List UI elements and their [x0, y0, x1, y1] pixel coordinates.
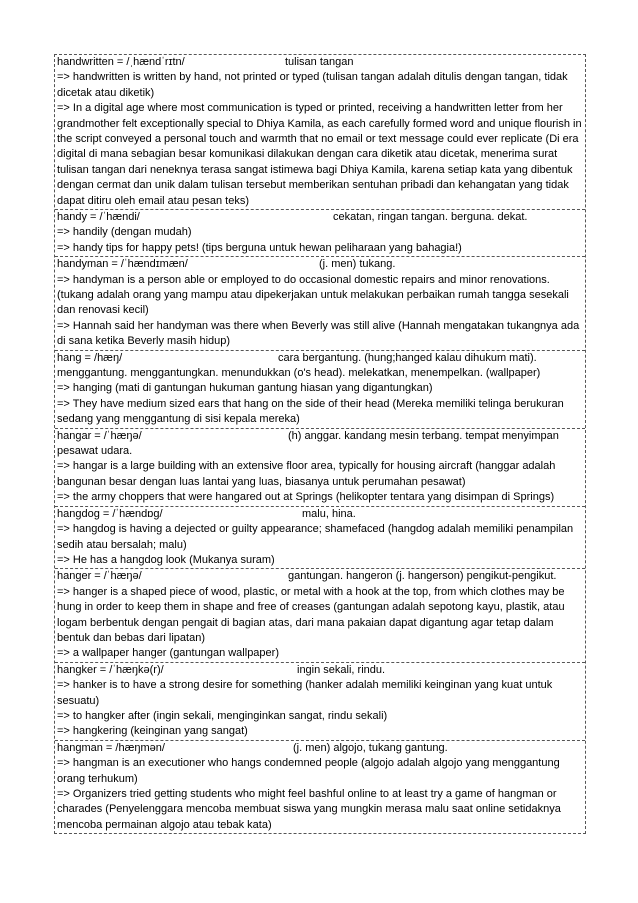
entry-term: hangker = /ˈhæŋkə(r)/ — [57, 663, 164, 676]
entry-definition: => hanker is to have a strong desire for something (hanker adalah memiliki keinginan yang kuat untuk sesuatu) — [57, 679, 553, 707]
entry-definition: => handwritten is written by hand, not printed or typed (tulisan tangan adalah ditulis dengan tangan, tidak dicetak atau diketik) — [57, 71, 568, 99]
entry-meaning: cara bergantung. (hung;hanged kalau dihukum mati). — [278, 351, 537, 364]
entry-meaning: malu, hina. — [302, 507, 356, 520]
entry-hangman — [55, 740, 585, 833]
dictionary-table — [54, 54, 586, 834]
entry-term: handyman = /ˈhændɪmæn/ — [57, 258, 188, 271]
entry-hangker — [55, 662, 585, 740]
entry-headline — [57, 351, 583, 366]
entry-term: hangman = /hæŋmən/ — [57, 741, 165, 754]
entry-meaning: ingin sekali, rindu. — [297, 663, 386, 676]
entry-headline — [57, 210, 583, 225]
entry-derivative: => hangkering (keinginan yang sangat) — [57, 725, 248, 738]
entry-headline — [57, 741, 583, 756]
entry-handyman — [55, 256, 585, 349]
entry-headline — [57, 429, 583, 444]
entry-definition: => hangman is an executioner who hangs condemned people (algojo adalah algojo yang menggantung orang terhukum) — [57, 757, 560, 785]
entry-hang — [55, 350, 585, 428]
entry-meaning: gantungan. hangeron (j. hangerson) pengikut-pengikut. — [288, 570, 557, 583]
entry-term: hanger = /ˈhæŋə/ — [57, 570, 142, 583]
entry-derivative: => handily (dengan mudah) — [57, 226, 192, 239]
entry-example: => the army choppers that were hangared out at Springs (helikopter tentara yang disimpan di Springs) — [57, 491, 555, 504]
entry-example: => handy tips for happy pets! (tips berguna untuk hewan peliharaan yang bahagia!) — [57, 241, 462, 254]
entry-hanger — [55, 568, 585, 661]
entry-headline — [57, 569, 583, 584]
entry-headline — [57, 663, 583, 678]
entry-meaning: (h) anggar. kandang mesin terbang. tempat menyimpan — [288, 429, 559, 442]
entry-meaning: tulisan tangan — [285, 56, 354, 68]
entry-meaning: (j. men) tukang. — [319, 258, 396, 271]
entry-derivative: => hanging (mati di gantungan hukuman gantung hiasan yang digantungkan) — [57, 382, 433, 395]
entry-definition: => hangdog is having a dejected or guilty appearance; shamefaced (hangdog adalah memiliki penampilan sedih atau bersalah; malu) — [57, 523, 574, 551]
entry-example: => Hannah said her handyman was there when Beverly was still alive (Hannah mengatakan tukangnya ada di sana ketika Beverly masih hidup) — [57, 319, 580, 348]
entry-example: => to hangker after (ingin sekali, menginginkan sangat, rindu sekali) — [57, 709, 388, 722]
entry-meaning-continued: menggantung. menggantungkan. menundukkan (o's head). melekatkan, menempelkan. (wallpaper) — [57, 367, 541, 380]
entry-headline — [57, 257, 583, 272]
entry-meaning-continued: pesawat udara. — [57, 445, 133, 458]
entry-example: => Organizers tried getting students who might feel bashful online to at least try a game of hangman or charades (Penyelenggara mencoba membuat siswa yang mungkin merasa malu saat online setidaknya mencoba permainan algojo atau tebak kata) — [57, 787, 561, 831]
entry-term: hangar = /ˈhæŋə/ — [57, 429, 142, 442]
entry-example: => He has a hangdog look (Mukanya suram) — [57, 553, 275, 566]
entry-hangdog — [55, 506, 585, 569]
entry-headline — [57, 507, 583, 522]
entry-term: handy = /ˈhændi/ — [57, 211, 140, 224]
entry-example: => In a digital age where most communication is typed or printed, receiving a handwritten letter from her grandmother felt exceptionally special to Dhiya Kamila, as each carefully formed word and unique flourish in the script conveyed a personal touch and warmth that no email or text message could ever replicate (Di era digital di mana sebagian besar komunikasi dilakukan dengan cara diketik atau dicetak, menerima surat tulisan tangan dari neneknya terasa sangat istimewa bagi Dhiya Kamila, karena setiap kata yang dibentuk dengan cermat dan unik dalam tulisan tersebut memberikan sentuhan pribadi dan kehangatan yang tidak dapat ditiru oleh email atau pesan teks) — [57, 102, 582, 207]
entry-term: hangdog = /ˈhændɒg/ — [57, 507, 163, 520]
entry-definition: => hanger is a shaped piece of wood, plastic, or metal with a hook at the top, from which clothes may be hung in order to keep them in shape and free of creases (gantungan adalah sepotong kayu, plastik, atau logam berbentuk dengan pengait di bagian atas, dari mana pakaian dapat digantung agar tetap dalam bentuk dan bebas dari lipatan) — [57, 585, 565, 644]
entry-example: => They have medium sized ears that hang on the side of their head (Mereka memiliki telinga berukuran sedang yang menggantung di sisi kepala mereka) — [57, 397, 564, 426]
entry-definition: => handyman is a person able or employed to do occasional domestic repairs and minor renovations. (tukang adalah orang yang mampu atau dipekerjakan untuk melakukan perbaikan rumah tangga sesekali dan renovasi kecil) — [57, 273, 569, 317]
entry-meaning: cekatan, ringan tangan. berguna. dekat. — [333, 211, 528, 224]
entry-definition: => hangar is a large building with an extensive floor area, typically for housing aircraft (hanggar adalah bangunan besar dengan luas lantai yang luas, biasanya untuk perumahan pesawat) — [57, 460, 556, 488]
entry-hangar — [55, 428, 585, 506]
entry-term: handwritten = /ˌhændˈrɪtn/ — [57, 56, 185, 68]
entry-example: => a wallpaper hanger (gantungan wallpaper) — [57, 647, 279, 660]
entry-meaning: (j. men) algojo, tukang gantung. — [293, 741, 448, 754]
entry-handy — [55, 209, 585, 256]
entry-handwritten — [55, 55, 585, 209]
entry-term: hang = /hæŋ/ — [57, 351, 123, 364]
entry-headline — [57, 55, 583, 70]
